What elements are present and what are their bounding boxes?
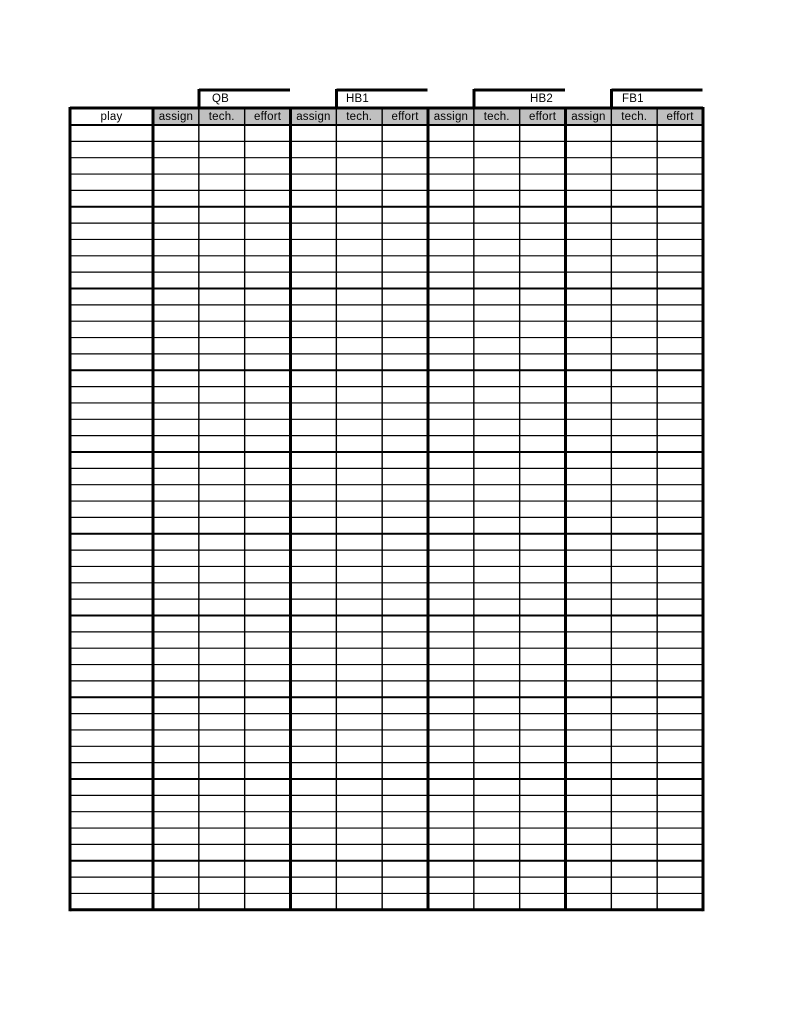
- effort-header: effort: [391, 111, 419, 123]
- effort-header: effort: [666, 111, 694, 123]
- assign-header: assign: [433, 111, 469, 123]
- assign-header: assign: [296, 111, 331, 123]
- group-label-hb1: HB1: [346, 93, 369, 105]
- play-column-header: play: [100, 111, 123, 123]
- group-label-hb2: HB2: [530, 93, 553, 105]
- tech-header: tech.: [483, 111, 510, 123]
- tech-header: tech.: [621, 111, 648, 123]
- tech-header: tech.: [346, 111, 373, 123]
- group-label-qb: QB: [212, 93, 230, 105]
- group-label-fb1: FB1: [622, 93, 644, 105]
- assign-header: assign: [158, 111, 194, 123]
- effort-header: effort: [253, 111, 282, 123]
- tech-header: tech.: [208, 111, 235, 123]
- effort-header: effort: [528, 111, 557, 123]
- assign-header: assign: [571, 111, 606, 123]
